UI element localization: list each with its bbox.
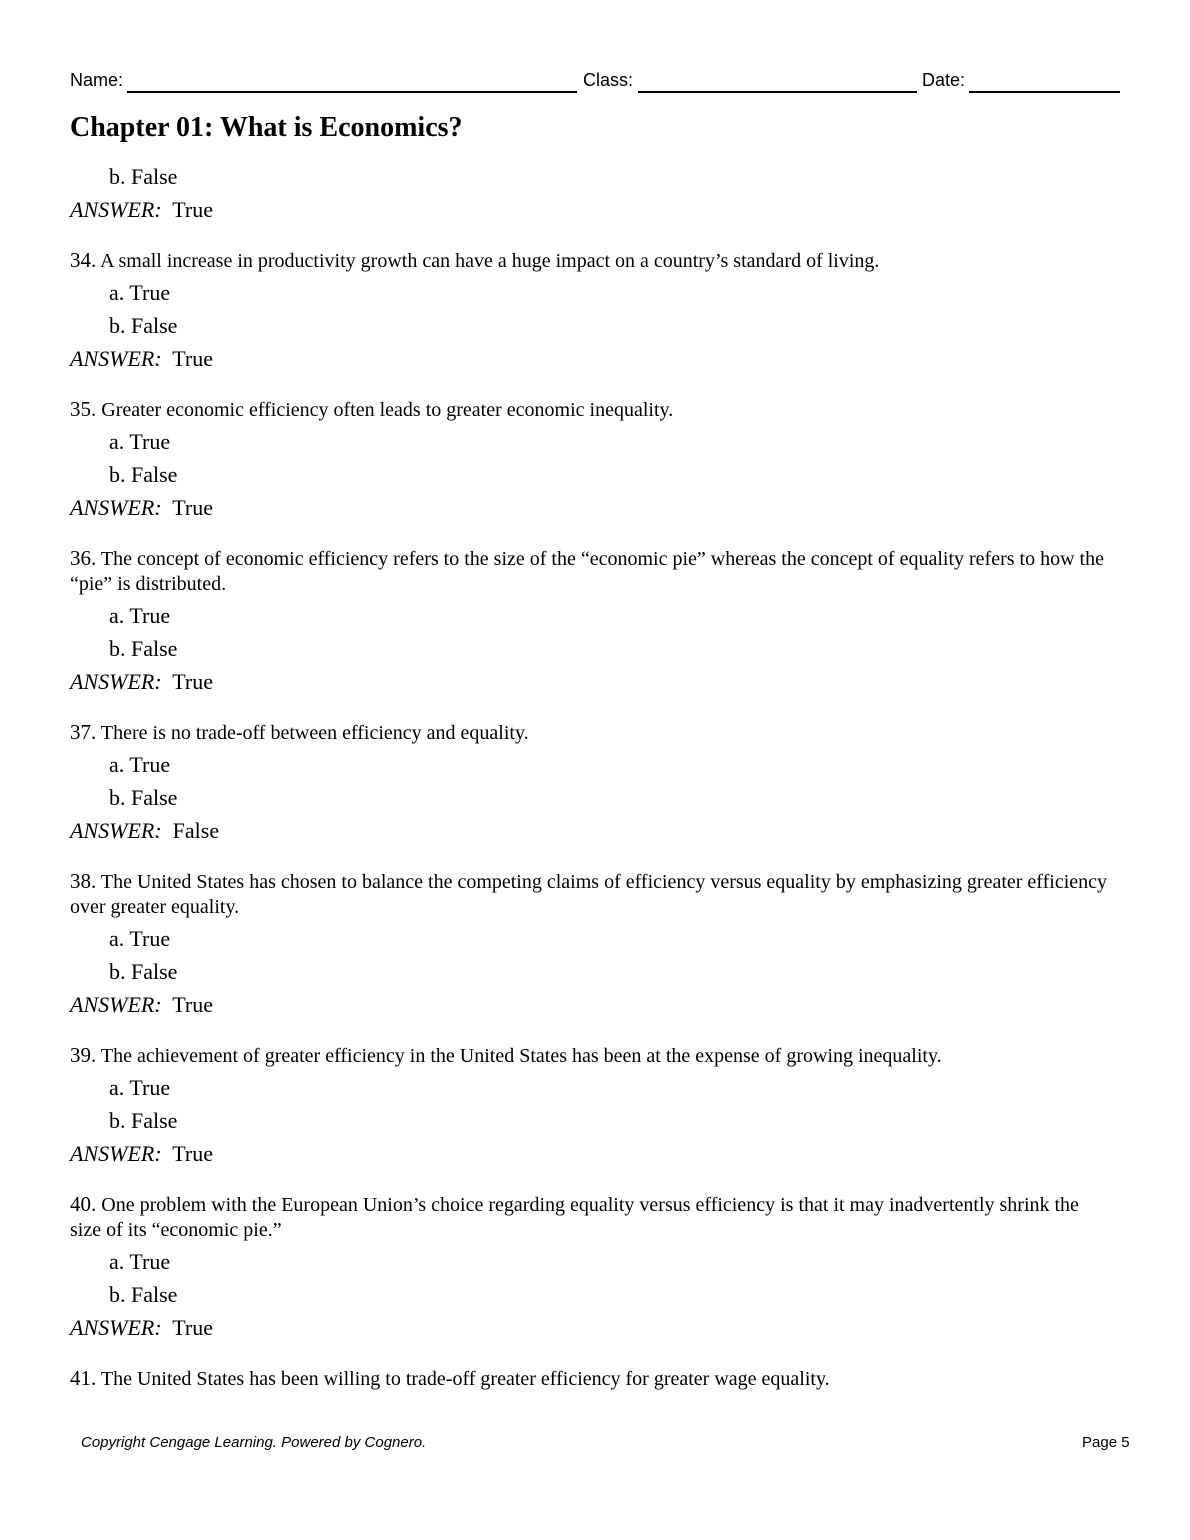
question-item <box>70 1043 1115 1170</box>
answer-line <box>70 1137 1115 1170</box>
choice-item: b. False <box>109 1108 178 1133</box>
answer-line <box>70 342 1115 375</box>
question-number: 35. <box>70 397 97 421</box>
question-body: The concept of economic efficiency refers to the size of the “economic pie” whereas the concept of equality refers to how the “pie” is distributed. <box>70 548 1104 595</box>
question-number: 36. <box>70 546 97 570</box>
question-text <box>70 720 1115 746</box>
answer-label: ANSWER: <box>70 346 162 371</box>
question-body: The United States has been willing to trade-off greater efficiency for greater wage equality. <box>100 1368 830 1390</box>
question-item <box>70 546 1115 698</box>
question-item <box>70 1366 1115 1392</box>
question-text <box>70 1043 1115 1069</box>
class-label: Class: <box>583 70 634 90</box>
name-field-line[interactable] <box>127 91 577 93</box>
answer-label: ANSWER: <box>70 992 162 1017</box>
question-text <box>70 248 1115 274</box>
answer-value: True <box>172 669 214 694</box>
class-field-line[interactable] <box>638 91 917 93</box>
footer-page-number: Page 5 <box>1082 1434 1130 1451</box>
answer-label: ANSWER: <box>70 197 162 222</box>
choice-item: a. True <box>109 280 171 305</box>
choice-item: b. False <box>109 313 178 338</box>
continued-question <box>70 160 1115 226</box>
footer-copyright: Copyright Cengage Learning. Powered by Cognero. <box>81 1434 427 1451</box>
answer-label: ANSWER: <box>70 495 162 520</box>
choice-item: b. False <box>109 164 178 189</box>
answer-value: True <box>172 346 214 371</box>
question-number: 41. <box>70 1366 97 1390</box>
date-label: Date: <box>922 70 966 90</box>
choice-item: a. True <box>109 752 171 777</box>
answer-label: ANSWER: <box>70 1141 162 1166</box>
question-item <box>70 1192 1115 1344</box>
question-number: 37. <box>70 720 97 744</box>
answer-value: True <box>172 1315 214 1340</box>
question-text <box>70 546 1115 597</box>
answer-value: True <box>172 992 214 1017</box>
question-body: One problem with the European Union’s choice regarding equality versus efficiency is that it may inadvertently shrink the size of its “economic pie.” <box>70 1194 1079 1241</box>
question-body: Greater economic efficiency often leads to greater economic inequality. <box>101 399 674 421</box>
question-text <box>70 869 1115 920</box>
question-number: 39. <box>70 1043 97 1067</box>
continued-answer <box>70 193 1115 226</box>
choice-item: a. True <box>109 603 171 628</box>
header-fields <box>70 68 1120 94</box>
answer-value: True <box>172 495 214 520</box>
choice-item: b. False <box>109 462 178 487</box>
question-item <box>70 720 1115 847</box>
choice-item: a. True <box>109 429 171 454</box>
choice-item: a. True <box>109 1249 171 1274</box>
choice-item: a. True <box>109 1075 171 1100</box>
choice-item: b. False <box>109 636 178 661</box>
answer-line <box>70 1311 1115 1344</box>
answer-value: False <box>172 818 220 843</box>
answer-line <box>70 665 1115 698</box>
answer-line <box>70 988 1115 1021</box>
question-item <box>70 397 1115 524</box>
choice-item: a. True <box>109 926 171 951</box>
name-label: Name: <box>70 70 124 90</box>
question-item <box>70 869 1115 1021</box>
question-body: The United States has chosen to balance the competing claims of efficiency versus equality by emphasizing greater efficiency over greater equality. <box>70 871 1108 918</box>
question-number: 34. <box>70 248 97 272</box>
answer-label: ANSWER: <box>70 1315 162 1340</box>
question-text <box>70 1192 1115 1243</box>
questions-container <box>70 248 1115 1392</box>
answer-label: ANSWER: <box>70 669 162 694</box>
choice-item: b. False <box>109 1282 178 1307</box>
choice-item: b. False <box>109 785 178 810</box>
continued-choices <box>70 160 1115 193</box>
question-body: The achievement of greater efficiency in the United States has been at the expense of growing inequality. <box>100 1045 942 1067</box>
date-field-line[interactable] <box>969 91 1120 93</box>
question-number: 38. <box>70 869 97 893</box>
choice-item: b. False <box>109 959 178 984</box>
answer-line <box>70 491 1115 524</box>
question-number: 40. <box>70 1192 97 1216</box>
question-list <box>70 160 1115 1394</box>
question-text <box>70 397 1115 423</box>
page-title: Chapter 01: What is Economics? <box>70 112 463 143</box>
question-body: There is no trade-off between efficiency and equality. <box>100 722 529 744</box>
answer-line <box>70 814 1115 847</box>
answer-value: True <box>172 197 214 222</box>
question-item <box>70 248 1115 375</box>
question-text <box>70 1366 1115 1392</box>
question-body: A small increase in productivity growth can have a huge impact on a country’s standard of living. <box>100 250 880 272</box>
answer-label: ANSWER: <box>70 818 162 843</box>
answer-value: True <box>172 1141 214 1166</box>
